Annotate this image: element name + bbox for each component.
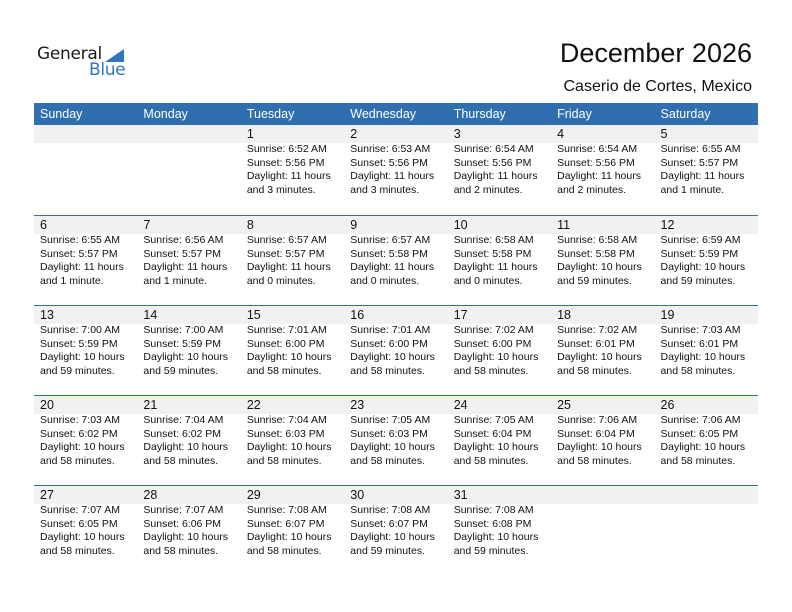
- daylight-text: Daylight: 10 hours: [143, 531, 229, 543]
- daylight-text: Daylight: 11 hours: [40, 261, 124, 273]
- sunset-text: Sunset: 5:56 PM: [557, 156, 635, 169]
- daylight-minutes-text: and 59 minutes.: [40, 364, 115, 377]
- weekday-header-row: [34, 103, 758, 125]
- day-cell: [34, 125, 137, 197]
- sunset-text: Sunset: 5:56 PM: [246, 156, 325, 169]
- sunset-text: Sunset: 6:02 PM: [143, 427, 222, 440]
- sunset-text: Sunset: 5:57 PM: [40, 247, 118, 260]
- day-number: 12: [660, 218, 675, 232]
- sunrise-text: Sunrise: 6:56 AM: [143, 234, 224, 246]
- sunrise-text: Sunrise: 7:06 AM: [557, 414, 638, 426]
- logo-text-general: General: [37, 44, 102, 64]
- logo-text-blue: Blue: [89, 60, 126, 80]
- day-number: 16: [350, 308, 365, 322]
- day-cell: [551, 125, 654, 197]
- daylight-text: Daylight: 10 hours: [350, 351, 435, 363]
- day-number: [143, 125, 240, 143]
- day-number: 24: [453, 398, 468, 412]
- day-number: 26: [660, 398, 675, 412]
- sunset-text: Sunset: 5:57 PM: [660, 156, 739, 169]
- weekday-monday: Monday: [143, 107, 188, 121]
- general-blue-logo: [37, 44, 132, 80]
- sunset-text: Sunset: 5:58 PM: [557, 247, 635, 260]
- day-number: 7: [143, 218, 151, 232]
- day-number: 13: [40, 308, 54, 322]
- sunrise-text: Sunrise: 6:57 AM: [350, 234, 431, 246]
- day-number: 6: [40, 218, 47, 232]
- sunset-text: Sunset: 6:01 PM: [557, 337, 635, 350]
- sunset-text: Sunset: 6:05 PM: [660, 427, 739, 440]
- daylight-minutes-text: and 58 minutes.: [660, 364, 736, 377]
- sunset-text: Sunset: 6:01 PM: [660, 337, 739, 350]
- sunset-text: Sunset: 6:03 PM: [350, 427, 428, 440]
- daylight-minutes-text: and 58 minutes.: [40, 544, 115, 557]
- week-row: [34, 215, 758, 305]
- daylight-text: Daylight: 11 hours: [143, 261, 228, 273]
- day-cell: [655, 125, 758, 197]
- daylight-text: Daylight: 10 hours: [350, 441, 435, 453]
- location-subtitle: Caserio de Cortes, Mexico: [563, 78, 752, 95]
- day-number: 28: [143, 488, 158, 502]
- sunrise-text: Sunrise: 7:08 AM: [350, 504, 431, 516]
- sunrise-text: Sunrise: 7:00 AM: [40, 324, 120, 336]
- day-cell: [655, 306, 758, 378]
- sunset-text: Sunset: 6:04 PM: [557, 427, 635, 440]
- daylight-minutes-text: and 2 minutes.: [557, 183, 626, 196]
- daylight-minutes-text: and 1 minute.: [143, 274, 208, 287]
- day-cell: [655, 216, 758, 288]
- day-number: 20: [40, 398, 54, 412]
- sunset-text: Sunset: 6:02 PM: [40, 427, 118, 440]
- sunrise-text: Sunrise: 7:01 AM: [350, 324, 431, 336]
- day-cell: [137, 486, 240, 558]
- daylight-text: Daylight: 11 hours: [246, 261, 331, 273]
- daylight-text: Daylight: 10 hours: [350, 531, 435, 543]
- daylight-minutes-text: and 58 minutes.: [350, 454, 425, 467]
- daylight-text: Daylight: 11 hours: [246, 170, 331, 182]
- daylight-minutes-text: and 58 minutes.: [350, 364, 425, 377]
- day-number: 14: [143, 308, 158, 322]
- weekday-sunday: Sunday: [40, 107, 83, 121]
- daylight-minutes-text: and 59 minutes.: [143, 364, 219, 377]
- day-number: 9: [350, 218, 358, 232]
- day-cell: [655, 486, 758, 558]
- daylight-text: Daylight: 10 hours: [143, 441, 229, 453]
- sunrise-text: Sunrise: 7:04 AM: [143, 414, 224, 426]
- day-number: 8: [246, 218, 254, 232]
- daylight-text: Daylight: 10 hours: [557, 351, 642, 363]
- sunrise-text: Sunrise: 6:55 AM: [660, 143, 741, 155]
- sunset-text: Sunset: 6:08 PM: [453, 517, 532, 530]
- sunset-text: Sunset: 6:07 PM: [246, 517, 325, 530]
- day-cell: [34, 396, 137, 468]
- week-cells: [34, 125, 758, 197]
- sunset-text: Sunset: 6:04 PM: [453, 427, 532, 440]
- day-cell: [655, 396, 758, 468]
- daylight-text: Daylight: 10 hours: [246, 531, 332, 543]
- sunrise-text: Sunrise: 7:03 AM: [660, 324, 741, 336]
- weeks-container: [34, 125, 758, 575]
- day-number: 11: [557, 218, 571, 232]
- daylight-text: Daylight: 10 hours: [557, 261, 642, 273]
- daylight-text: Daylight: 10 hours: [660, 351, 746, 363]
- day-cell: [448, 396, 551, 468]
- day-cell: [137, 306, 240, 378]
- day-cell: [241, 216, 344, 288]
- day-cell: [34, 486, 137, 558]
- sunrise-text: Sunrise: 7:00 AM: [143, 324, 224, 336]
- daylight-minutes-text: and 0 minutes.: [246, 274, 316, 287]
- day-cell: [241, 306, 344, 378]
- sunset-text: Sunset: 5:59 PM: [143, 337, 222, 350]
- daylight-text: Daylight: 10 hours: [660, 261, 746, 273]
- weekday-saturday: Saturday: [660, 107, 711, 121]
- daylight-minutes-text: and 2 minutes.: [453, 183, 523, 196]
- sunset-text: Sunset: 6:00 PM: [350, 337, 428, 350]
- daylight-minutes-text: and 0 minutes.: [350, 274, 420, 287]
- weekday-tuesday: Tuesday: [246, 107, 295, 121]
- day-number: 2: [350, 127, 358, 141]
- week-row: [34, 125, 758, 215]
- sunrise-text: Sunrise: 6:55 AM: [40, 234, 120, 246]
- daylight-minutes-text: and 58 minutes.: [246, 364, 322, 377]
- daylight-text: Daylight: 10 hours: [246, 441, 332, 453]
- daylight-text: Daylight: 10 hours: [40, 351, 125, 363]
- daylight-text: Daylight: 11 hours: [557, 170, 641, 182]
- sunrise-text: Sunrise: 7:08 AM: [453, 504, 534, 516]
- sunrise-text: Sunrise: 6:59 AM: [660, 234, 741, 246]
- daylight-minutes-text: and 59 minutes.: [660, 274, 736, 287]
- daylight-minutes-text: and 58 minutes.: [143, 544, 219, 557]
- day-cell: [34, 306, 137, 378]
- sunset-text: Sunset: 5:58 PM: [453, 247, 532, 260]
- daylight-text: Daylight: 11 hours: [453, 261, 538, 273]
- day-number: 3: [453, 127, 461, 141]
- day-number: 22: [246, 398, 261, 412]
- daylight-text: Daylight: 10 hours: [40, 441, 125, 453]
- sunrise-text: Sunrise: 6:58 AM: [453, 234, 534, 246]
- day-number: 19: [660, 308, 675, 322]
- sunset-text: Sunset: 6:00 PM: [453, 337, 532, 350]
- day-number: [661, 486, 758, 504]
- daylight-text: Daylight: 11 hours: [453, 170, 538, 182]
- daylight-minutes-text: and 0 minutes.: [453, 274, 523, 287]
- week-row: [34, 305, 758, 395]
- day-number: 10: [453, 218, 468, 232]
- daylight-minutes-text: and 58 minutes.: [660, 454, 736, 467]
- day-cell: [448, 306, 551, 378]
- day-number: 17: [453, 308, 468, 322]
- day-cell: [551, 306, 654, 378]
- sunset-text: Sunset: 5:59 PM: [40, 337, 118, 350]
- day-cell: [137, 216, 240, 288]
- weekday-thursday: Thursday: [453, 107, 506, 121]
- sunrise-text: Sunrise: 6:54 AM: [453, 143, 534, 155]
- daylight-text: Daylight: 10 hours: [557, 441, 642, 453]
- daylight-minutes-text: and 58 minutes.: [557, 454, 632, 467]
- sunrise-text: Sunrise: 7:08 AM: [246, 504, 327, 516]
- week-row: [34, 485, 758, 575]
- sunrise-text: Sunrise: 7:02 AM: [453, 324, 534, 336]
- day-number: 23: [350, 398, 365, 412]
- sunrise-text: Sunrise: 6:53 AM: [350, 143, 431, 155]
- sunset-text: Sunset: 5:56 PM: [350, 156, 428, 169]
- day-number: [557, 486, 654, 504]
- week-cells: [34, 216, 758, 288]
- sunrise-text: Sunrise: 7:01 AM: [246, 324, 327, 336]
- sunrise-text: Sunrise: 6:57 AM: [246, 234, 327, 246]
- sunset-text: Sunset: 5:56 PM: [453, 156, 532, 169]
- daylight-minutes-text: and 58 minutes.: [40, 454, 115, 467]
- daylight-text: Daylight: 10 hours: [453, 351, 539, 363]
- day-cell: [344, 125, 447, 197]
- day-cell: [344, 216, 447, 288]
- day-cell: [448, 486, 551, 558]
- sunrise-text: Sunrise: 7:07 AM: [40, 504, 120, 516]
- daylight-text: Daylight: 11 hours: [350, 170, 435, 182]
- sunrise-text: Sunrise: 7:05 AM: [350, 414, 431, 426]
- day-cell: [241, 396, 344, 468]
- week-cells: [34, 396, 758, 468]
- day-number: 30: [350, 488, 365, 502]
- daylight-minutes-text: and 58 minutes.: [557, 364, 632, 377]
- daylight-minutes-text: and 58 minutes.: [453, 364, 529, 377]
- day-cell: [137, 396, 240, 468]
- sunset-text: Sunset: 5:59 PM: [660, 247, 739, 260]
- day-number: 25: [557, 398, 572, 412]
- sunset-text: Sunset: 5:57 PM: [143, 247, 222, 260]
- day-number: 4: [557, 127, 565, 141]
- week-cells: [34, 306, 758, 378]
- day-cell: [344, 486, 447, 558]
- daylight-text: Daylight: 11 hours: [350, 261, 435, 273]
- sunset-text: Sunset: 5:58 PM: [350, 247, 428, 260]
- daylight-text: Daylight: 10 hours: [453, 531, 539, 543]
- sunrise-text: Sunrise: 6:58 AM: [557, 234, 638, 246]
- daylight-text: Daylight: 10 hours: [143, 351, 229, 363]
- daylight-minutes-text: and 3 minutes.: [350, 183, 420, 196]
- day-number: 5: [660, 127, 668, 141]
- sunrise-text: Sunrise: 7:06 AM: [660, 414, 741, 426]
- day-cell: [448, 216, 551, 288]
- day-cell: [551, 216, 654, 288]
- day-number: 31: [453, 488, 468, 502]
- day-number: 29: [246, 488, 261, 502]
- sunrise-text: Sunrise: 7:04 AM: [246, 414, 327, 426]
- daylight-minutes-text: and 1 minute.: [660, 183, 725, 196]
- day-cell: [448, 125, 551, 197]
- sunset-text: Sunset: 6:07 PM: [350, 517, 428, 530]
- calendar-grid: [34, 103, 758, 575]
- daylight-minutes-text: and 59 minutes.: [557, 274, 632, 287]
- week-cells: [34, 486, 758, 558]
- week-row: [34, 395, 758, 485]
- day-number: [40, 125, 137, 143]
- daylight-text: Daylight: 10 hours: [246, 351, 332, 363]
- sunrise-text: Sunrise: 7:05 AM: [453, 414, 534, 426]
- day-cell: [551, 486, 654, 558]
- day-number: 21: [143, 398, 158, 412]
- sunset-text: Sunset: 6:05 PM: [40, 517, 118, 530]
- daylight-minutes-text: and 59 minutes.: [453, 544, 529, 557]
- day-number: 15: [246, 308, 261, 322]
- sunset-text: Sunset: 6:06 PM: [143, 517, 222, 530]
- daylight-minutes-text: and 58 minutes.: [453, 454, 529, 467]
- daylight-minutes-text: and 59 minutes.: [350, 544, 425, 557]
- day-cell: [344, 306, 447, 378]
- day-cell: [551, 396, 654, 468]
- day-cell: [241, 125, 344, 197]
- daylight-minutes-text: and 3 minutes.: [246, 183, 316, 196]
- sunrise-text: Sunrise: 7:03 AM: [40, 414, 120, 426]
- weekday-wednesday: Wednesday: [350, 107, 417, 121]
- day-number: 18: [557, 308, 572, 322]
- daylight-text: Daylight: 10 hours: [453, 441, 539, 453]
- daylight-minutes-text: and 58 minutes.: [246, 544, 322, 557]
- day-number: 27: [40, 488, 54, 502]
- daylight-text: Daylight: 11 hours: [660, 170, 745, 182]
- sunrise-text: Sunrise: 7:02 AM: [557, 324, 638, 336]
- daylight-text: Daylight: 10 hours: [40, 531, 125, 543]
- daylight-minutes-text: and 58 minutes.: [246, 454, 322, 467]
- daylight-minutes-text: and 58 minutes.: [143, 454, 219, 467]
- sunset-text: Sunset: 6:03 PM: [246, 427, 325, 440]
- sunrise-text: Sunrise: 6:52 AM: [246, 143, 327, 155]
- page-title: December 2026: [559, 38, 752, 68]
- day-number: 1: [246, 127, 254, 141]
- weekday-friday: Friday: [557, 107, 592, 121]
- sunrise-text: Sunrise: 6:54 AM: [557, 143, 638, 155]
- day-cell: [241, 486, 344, 558]
- sunset-text: Sunset: 6:00 PM: [246, 337, 325, 350]
- sunrise-text: Sunrise: 7:07 AM: [143, 504, 224, 516]
- sunset-text: Sunset: 5:57 PM: [246, 247, 325, 260]
- day-cell: [34, 216, 137, 288]
- day-cell: [344, 396, 447, 468]
- day-cell: [137, 125, 240, 197]
- daylight-text: Daylight: 10 hours: [660, 441, 746, 453]
- daylight-minutes-text: and 1 minute.: [40, 274, 104, 287]
